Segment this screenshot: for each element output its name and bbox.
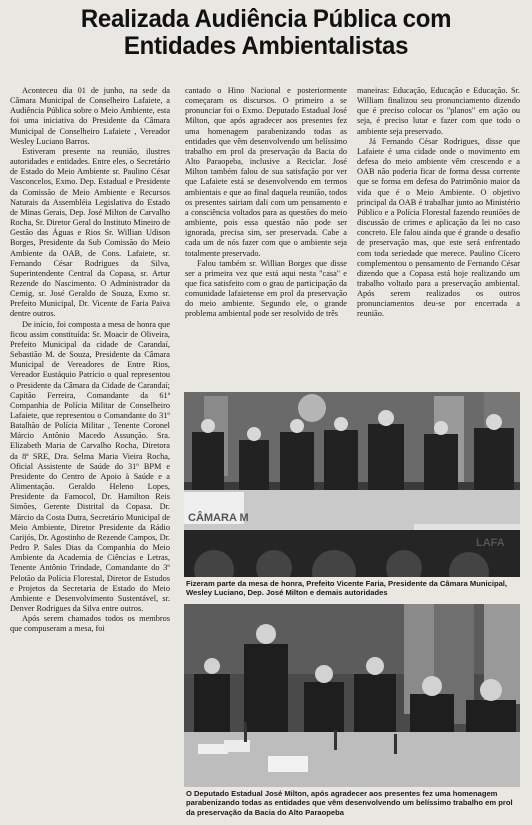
photo-caption: O Deputado Estadual José Milton, após agradecer aos presentes fez uma homenagem parabenizando todas as entidades que vêm desenvolvendo um belíssimo trabalho em prol da preservação da Bacia do Alto Paraopeba [186, 789, 513, 817]
headline [18, 6, 513, 60]
photo-caption: Fizeram parte da mesa de honra, Prefeito Vicente Faria, Presidente da Câmara Municipal, Wesley Luciano, Dep. José Milton e demais autoridades [186, 579, 508, 598]
paragraph: Estiveram presente na reunião, ilustres autoridades e entidades. Entre eles, o Secretário de Estado do Meio Ambiente sr. Paulino César Vasconcelos, Exmo. Dep. Estadual e Presidente da Comissão de Meio Ambiente e Recursos Naturais da Assembléia Legislativa do Estado de Minas Gerais, Dep. José Milton de Carvalho Rocha, Sr. Diretor Geral do Instituto Mineiro de Gestão das Águas e Rios Sr. Willian Udison Borges, Presidente da Sub Comissão do Meio Ambiente da OAB, de Cons. Lafaiete, sr. Fernando César Rodrigues da Silva, Superintendente Central da Copasa, sr. Artur Rezende do Nascimento. O Administrador da Cemig, sr. José Geraldo de Souza, Exmo sr. Prefeito Municipal, Dr. Vicente de Faria Paiva dentre outros. [10, 146, 170, 319]
photo-head-table [184, 392, 520, 577]
photo-deputy-illustration [184, 604, 520, 787]
paragraph: De início, foi composta a mesa de honra que ficou assim constituída: Sr. Moacir de Oliveira, Prefeito Municipal da cidade de Carandaí, Sebastião M. de Souza, Presidente da Câmara Municipal de Vereadores de Entre Rios, Vereador Eustáquio Patrício o qual representou o Presidente da Câmara da Cidade de Carandaí; Capitão Ferreira, Comandante da 61ª Companhia de Polícia Militar de Conselheiro Lafaiete, que representou o Comandante do 31º Batalhão de Polícia Militar , Tenente Coronel Márcio Antônio Macedo Assunção. Sra. Elizabeth Maria de Carvalho Rocha, Diretora da 8ª SRE, Dra. Selma Maria Vieira Rocha, Oficial Assistente de Saúde do 31º BPM e Presidente do Centro de Apoio à Saúde e a Alimentação. Geraldo Heleno Lopes, Presidente da Famocol, Dr. Hamilton Reis Simões, Gerente Distrital da Copasa. Dr. Márcio da Costa Dutra, Secretário Municipal de Meio Ambiente, Diretor Presidente da Rádio Carijós, Dr. Agostinho de Rezende Campos, Dr. Pedro P. Sales Dias da Companhia do Meio Ambiente da Academia de Ciências e Letras, Tenente Antônio Trindade, Comandante do 3º Pelotão da Polícia Florestal, Diretor de Estudos e Projetos da Secretaria de Estado do Meio Ambiente e Desenvolvimento Sustentável, sr. Denver Rodrigues da Silva entre outros. [10, 319, 170, 613]
paragraph: cantado o Hino Nacional e posteriormente começaram os discursos. O primeiro a se pronunciar foi o Exmo. Deputado Estadual José Milton, que após agradecer aos presentes fez uma homenagem parabenizando todas as entidades que vêm desenvolvendo um belíssimo trabalho em prol da preservação da Bacia do Alto Paraopeba, inclusive a Reciclar. José Milton também falou de sua satisfação por ver que Lafaiete está se desenvolvendo em termos ambientais e que ao final daquela reunião, todos os presentes sairiam dali com um pensamento e a consciência voltados para as questões do meio ambiente, pois essa questão não pode ser ignorada, precisa sim, ser preservada. Cabe a cada um de nós fazer com que o ambiente seja totalmente preservado. [185, 86, 347, 258]
paragraph: maneiras: Educação, Educação e Educação. Sr. William finalizou seu pronunciamento dizendo que é preciso colocar os "planos" em ação ou seja, é preciso lutar e fazer com que todo o ambiente seja preservado. [357, 86, 520, 136]
paragraph: Já Fernando César Rodrigues, disse que Lafaiete é uma cidade onde o movimento em defesa do meio ambiente vêm crescendo e a OAB não poderia ficar de forma dessa corrente que se forma em defesa do Patrimônio maior da vida que é o Meio Ambiente. O objetivo principal da OAB é trabalhar junto ao Ministério Público e a Polícia Florestal fazendo reuniões de discussão de crimes e aplicação da lei no caso concreto. Ele falou ainda que é grande o desafio de preservação mas, que este será enfrentado com toda seriedade que merece. Paulino Cícero complementou o pensamento de Fernando César dizendo que a Copasa está hoje realizando um trabalho voltado para a preservação ambiental. Após serem realizados os outros pronunciamentos deu-se por encerrada a reunião. [357, 136, 520, 319]
article-column-2 [185, 86, 347, 388]
article-column-1 [10, 86, 170, 821]
article-column-3 [357, 86, 520, 388]
photo-sign-text: CÂMARA M [188, 512, 249, 524]
headline-line-2: Entidades Ambientalistas [123, 32, 409, 60]
photo-deputy-speaking [184, 604, 520, 787]
paragraph: Aconteceu dia 01 de junho, na sede da Câmara Municipal de Conselheiro Lafaiete, a Audiência Pública sobre o Meio Ambiente, esta foi uma iniciativa do Presidente da Câmara Municipal de Conselheiro Lafaiete , Vereador Wesley Luciano Barros. [10, 86, 170, 146]
paragraph: Após serem chamados todos os membros que compuseram a mesa, foi [10, 614, 170, 634]
photo-sign-text: LAFA [476, 537, 505, 549]
paragraph: Falou também sr. Willian Borges que disse ser a primeira vez que está aqui nesta "casa" e que fica satisfeito com o grau de participação da comunidade lafaietense em prol da preservação do meio ambiente. Segundo ele, o grande problema ambiental pode ser resolvido de três [185, 258, 347, 319]
headline-line-1: Realizada Audiência Pública com [80, 5, 452, 33]
photo-head-table-illustration [184, 392, 520, 577]
